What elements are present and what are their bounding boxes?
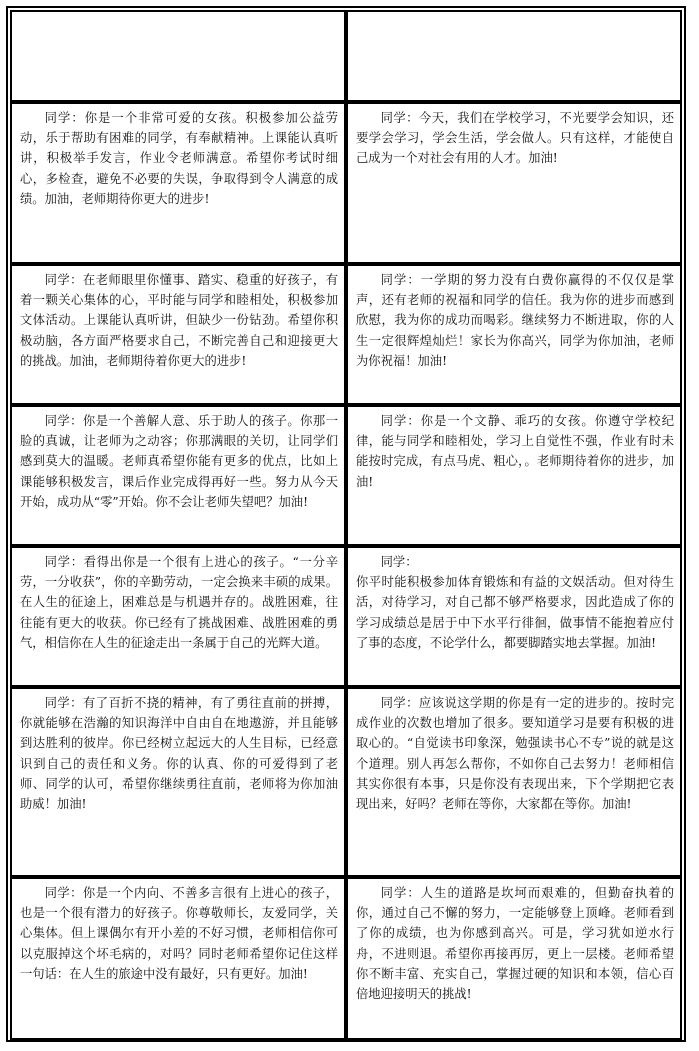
- comment-cell-4: [346, 102, 682, 264]
- comment-cell-2: [346, 10, 682, 102]
- comment-text: 同学：人生的道路是坎坷而艰难的，但勤奋执着的你，通过自己不懈的努力，一定能够登上顶峰。老师看到了你的成绩，也为你感到高兴。可是，学习犹如逆水行舟，不进则退。希望你再接再厉，更上一层楼。老师希望你不断丰富、充实自己，掌握过硬的知识和本领，信心百倍地迎接明天的挑战!: [356, 886, 674, 1002]
- comment-cell-8: [346, 405, 682, 546]
- comment-cell-5: [10, 264, 346, 405]
- comment-text: 同学：看得出你是一个很有上进心的孩子。“一分辛劳，一分收获”，你的辛勤劳动，一定会换来丰硕的成果。在人生的征途上，困难总是与机遇并存的。战胜困难，往往能有更大的收获。你已经有了挑战困难、战胜困难的勇气，相信你在人生的征途走出一条属于自己的光辉大道。: [20, 555, 338, 650]
- comment-text: 同学：应该说这学期的你是有一定的进步的。按时完成作业的次数也增加了很多。要知道学习是要有积极的进取心的。“自觉读书印象深，勉强读书心不专”说的就是这个道理。别人再怎么帮你，不如你自己去努力！老师相信其实你很有本事，只是你没有表现出来，下个学期把它表现出来，好吗？老师在等你，大家都在等你。加油!: [356, 696, 674, 812]
- comment-text: 同学：你是一个善解人意、乐于助人的孩子。你那一脸的真诚，让老师为之动容；你那满眼的关切，让同学们感到莫大的温暖。老师真希望你能有更多的优点，比如上课能够积极发言，课后作业完成得再好一些。努力从今天开始，成功从“零”开始。你不会让老师失望吧？加油!: [20, 414, 338, 509]
- comment-cell-9: [10, 546, 346, 687]
- comment-text: 同学：一学期的努力没有白费你赢得的不仅仅是掌声，还有老师的祝福和同学的信任。我为你的进步而感到欣慰，我为你的成功而喝彩。继续努力不断进取，你的人生一定很辉煌灿烂！家长为你高兴，同学为你加油，老师为你祝福！加油!: [356, 273, 674, 368]
- comment-text: 同学：在老师眼里你懂事、踏实、稳重的好孩子，有着一颗关心集体的心，平时能与同学和睦相处，积极参加文体活动。上课能认真听讲，但缺少一份钻劲。希望你积极动脑，各方面严格要求自己，不断完善自己和迎接更大的挑战。加油，老师期待着你更大的进步!: [20, 273, 338, 368]
- comment-text: 同学：你是一个非常可爱的女孩。积极参加公益劳动，乐于帮助有困难的同学，有奉献精神。上课能认真听讲，积极举手发言，作业令老师满意。希望你考试时细心，多检查，避免不必要的失误，争取得到令人满意的成绩。加油，老师期待你更大的进步!: [20, 111, 338, 206]
- comment-text: 同学：有了百折不挠的精神，有了勇往直前的拼搏，你就能够在浩瀚的知识海洋中自由自在地遨游，并且能够到达胜利的彼岸。你已经树立起远大的人生目标，已经意识到自己的责任和义务。你的认真、你的可爱得到了老师、同学的认可，希望你继续勇往直前，老师将为你加油助威！加油!: [20, 696, 338, 812]
- comment-cell-3: [10, 102, 346, 264]
- comment-text: 同学：你是一个文静、乖巧的女孩。你遵守学校纪律，能与同学和睦相处，学习上自觉性不强，作业有时未能按时完成，有点马虎、粗心，。老师期待着你的进步，加油!: [356, 414, 674, 489]
- comment-cell-12: [346, 687, 682, 877]
- comment-text-continued: 你平时能积极参加体育锻炼和有益的文娱活动。但对待生活，对待学习，对自己都不够严格要求，因此造成了你的学习成绩总是居于中下水平行徘徊，做事情不能抱着应付了事的态度，不论学什么，都要脚踏实地去掌握。加油!: [356, 575, 674, 650]
- comment-text: 同学：你是一个内向、不善多言很有上进心的孩子，也是一个很有潜力的好孩子。你尊敬师长，友爱同学，关心集体。但上课偶尔有开小差的不好习惯，老师相信你可以克服掉这个坏毛病的，对吗？同时老师希望你记住这样一句话：在人生的旅途中没有最好，只有更好。加油!: [20, 886, 338, 981]
- comment-sheet: [6, 6, 686, 1042]
- comment-cell-10: [346, 546, 682, 687]
- comment-cell-7: [10, 405, 346, 546]
- comment-cell-14: [346, 877, 682, 1040]
- comment-cell-1: [10, 10, 346, 102]
- comment-cell-13: [10, 877, 346, 1040]
- comment-text: 同学：: [380, 555, 418, 569]
- comment-text: 同学：今天，我们在学校学习，不光要学会知识，还要学会学习，学会生活，学会做人。只有这样，才能使自己成为一个对社会有用的人才。加油!: [356, 111, 674, 166]
- comment-cell-6: [346, 264, 682, 405]
- comment-cell-11: [10, 687, 346, 877]
